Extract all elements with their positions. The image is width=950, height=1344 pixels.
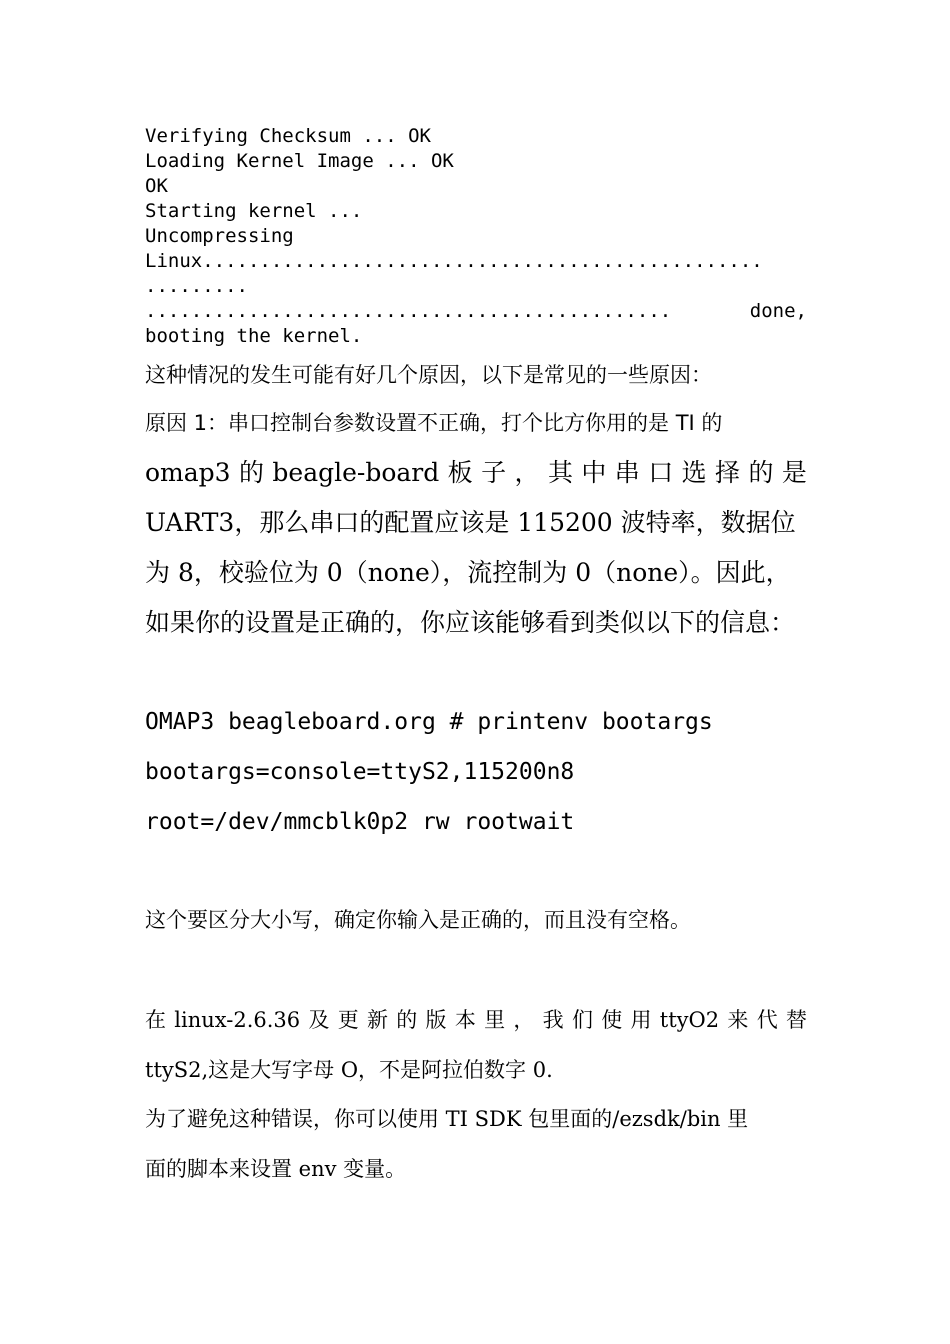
tty-note-line [145, 1006, 807, 1034]
reason1-word: 串 [614, 458, 640, 487]
reason1-word: omap3 [145, 458, 231, 487]
boot-log-line: ......... [145, 275, 248, 297]
code-line: OMAP3 beagleboard.org # printenv bootargs [145, 709, 713, 735]
boot-log-done: done, [749, 300, 807, 322]
case-note: 这个要区分大小写，确定你输入是正确的，而且没有空格。 [145, 908, 691, 932]
reason1-word: 是 [781, 458, 807, 487]
tty-note-word: 的 [396, 1008, 418, 1032]
tty-note-word: ， [513, 1008, 535, 1032]
tty-note-word: ttyO2 [659, 1008, 720, 1032]
reason1-word: 的 [238, 458, 264, 487]
reason1-word: 板 [447, 458, 473, 487]
boot-log-dots: .............................................. [145, 300, 672, 322]
reason1-word: 选 [681, 458, 707, 487]
tty-note-word: 版 [425, 1008, 447, 1032]
sdk-note-line: 面的脚本来设置 env 变量。 [145, 1157, 407, 1181]
reason1-word: 的 [748, 458, 774, 487]
reason1-word: 口 [648, 458, 674, 487]
intro-text: 这种情况的发生可能有好几个原因，以下是常见的一些原因： [145, 363, 712, 387]
boot-log-line: Uncompressing [145, 225, 294, 247]
reason1-word: 子 [481, 458, 507, 487]
tty-note-word: 在 [145, 1008, 166, 1032]
tty-note-word: linux-2.6.36 [174, 1008, 301, 1032]
code-line: bootargs=console=ttyS2,115200n8 [145, 759, 575, 785]
tty-note-word: 我 [542, 1008, 564, 1032]
boot-log-line: OK [145, 175, 168, 197]
reason1-word: 其 [547, 458, 573, 487]
boot-log-line: Verifying Checksum ... OK [145, 125, 431, 147]
tty-note-word: 使 [601, 1008, 623, 1032]
code-line: root=/dev/mmcblk0p2 rw rootwait [145, 809, 575, 835]
reason1-line: UART3，那么串口的配置应该是 115200 波特率，数据位 [145, 508, 796, 537]
tty-note-line: ttyS2,这是大写字母 O，不是阿拉伯数字 0. [145, 1058, 553, 1082]
boot-log-line: Starting kernel ... [145, 200, 363, 222]
sdk-note-line: 为了避免这种错误，你可以使用 TI SDK 包里面的/ezsdk/bin 里 [145, 1107, 749, 1131]
tty-note-word: 来 [727, 1008, 749, 1032]
tty-note-word: 新 [366, 1008, 388, 1032]
boot-log-line: Linux................................................. [145, 250, 763, 272]
tty-note-word: 代 [756, 1008, 778, 1032]
tty-note-word: 更 [337, 1008, 359, 1032]
reason1-word: beagle-board [272, 458, 440, 487]
reason1-line: 如果你的设置是正确的，你应该能够看到类似以下的信息： [145, 608, 796, 637]
tty-note-word: 用 [630, 1008, 652, 1032]
reason1-word: ， [514, 458, 540, 487]
boot-log-line [145, 299, 807, 324]
tty-note-word: 本 [454, 1008, 476, 1032]
reason1-word: 择 [715, 458, 741, 487]
reason1-word: 中 [581, 458, 607, 487]
tty-note-word: 及 [308, 1008, 330, 1032]
tty-note-word: 替 [785, 1008, 807, 1032]
reason1-line [145, 457, 807, 489]
reason1-line: 为 8，校验位为 0（none），流控制为 0（none）。因此， [145, 558, 791, 587]
boot-log-line: booting the kernel. [145, 325, 363, 347]
reason1-line: 原因 1：串口控制台参数设置不正确，打个比方你用的是 TI 的 [145, 411, 723, 435]
tty-note-word: 里 [484, 1008, 506, 1032]
boot-log-line: Loading Kernel Image ... OK [145, 150, 454, 172]
tty-note-word: 们 [571, 1008, 593, 1032]
